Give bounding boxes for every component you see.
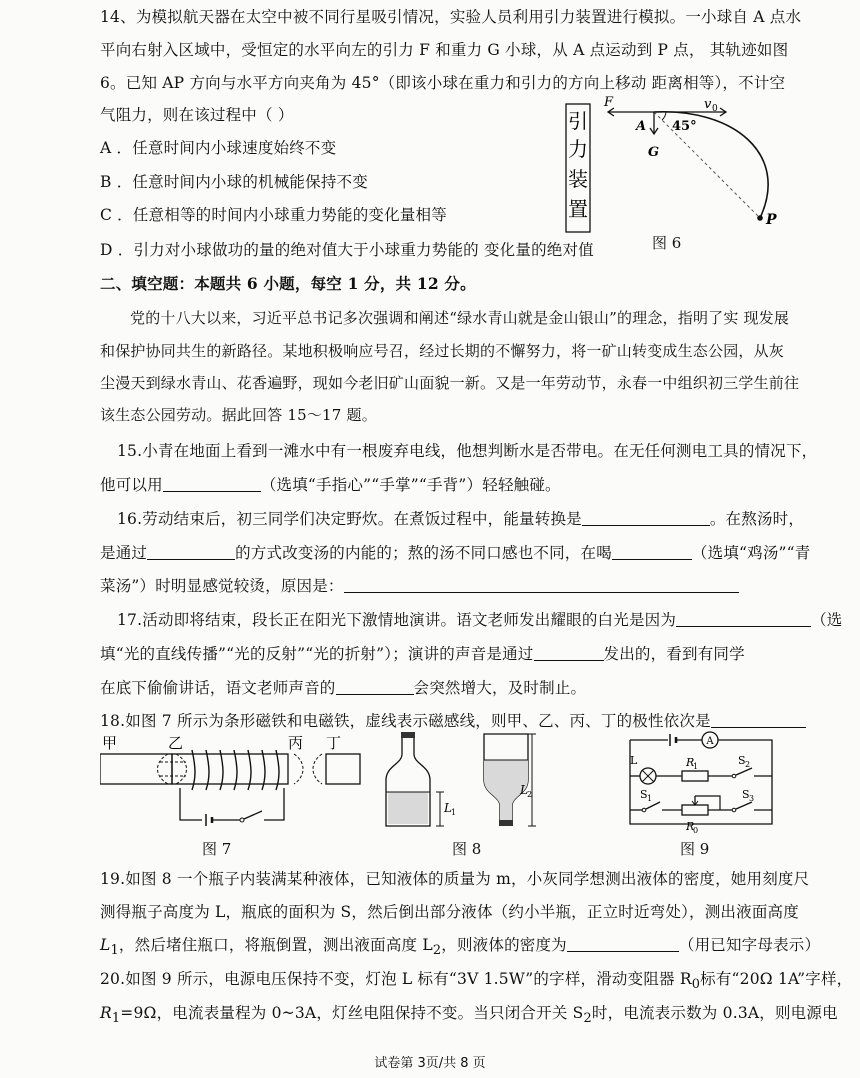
q14-option-a: A ．任意时间内小球速度始终不变 bbox=[100, 139, 337, 157]
q19-line3 bbox=[100, 934, 820, 962]
label-p: P bbox=[766, 212, 777, 228]
field-line-6 bbox=[313, 754, 322, 784]
device-char-1: 引 bbox=[568, 109, 588, 133]
figure-8-caption: 图 8 bbox=[452, 840, 482, 858]
figure-9 bbox=[610, 730, 782, 838]
q19-answer-blank[interactable] bbox=[567, 935, 679, 952]
lamp-label: L bbox=[630, 754, 638, 767]
label-f: F bbox=[604, 95, 614, 110]
q15-text-a: 他可以用 bbox=[100, 476, 163, 494]
q15-line1: 15.小青在地面上看到一滩水中有一根废弃电线，他想判断水是否带电。在无任何测电工具的情况下， bbox=[117, 442, 818, 460]
q17-text-e: 在底下偷偷讲话，语文老师声音的 bbox=[100, 679, 336, 697]
electromagnet-core bbox=[172, 754, 288, 784]
ammeter-label: A bbox=[706, 736, 714, 747]
angle-arc bbox=[662, 112, 666, 120]
q14-line3: 6。已知 AP 方向与水平方向夹角为 45°（即该小球在重力和引力的方向上移动 距离相等），不计空 bbox=[100, 74, 786, 92]
label-bing: 丙 bbox=[288, 734, 304, 752]
bar-magnet bbox=[100, 754, 172, 784]
q20-text-c: =9Ω，电流表量程为 0~3A，灯丝电阻保持不变。当只闭合开关 S bbox=[120, 1004, 584, 1022]
q16-line1 bbox=[117, 508, 804, 530]
q17-line1 bbox=[117, 609, 842, 631]
q16-line2 bbox=[100, 542, 811, 564]
q20-s2-sub: 2 bbox=[583, 1011, 592, 1027]
q20-r0-sub: 0 bbox=[691, 977, 701, 993]
passage-line4: 该生态公园劳动。据此回答 15～17 题。 bbox=[100, 406, 377, 424]
r0-label: R bbox=[686, 820, 695, 833]
q16-text-a: 16.劳动结束后，初三同学们决定野炊。在煮饭过程中，能量转换是 bbox=[117, 510, 582, 528]
q15-text-b: （选填“手指心”“手掌”“手背”）轻轻触碰。 bbox=[260, 476, 561, 494]
q19-text-c: （用已知字母表示） bbox=[678, 936, 821, 954]
q20-line2 bbox=[100, 1002, 838, 1030]
device-char-4: 置 bbox=[568, 197, 588, 221]
q16-blank-1[interactable] bbox=[582, 509, 710, 526]
q14-line4: 气阻力，则在该过程中（ ） bbox=[100, 106, 294, 124]
s3-pivot bbox=[732, 808, 736, 812]
q16-text-c: 是通过 bbox=[100, 544, 148, 562]
q20-line1 bbox=[100, 968, 852, 996]
q17-line2 bbox=[100, 643, 745, 665]
s1-label-sub: 1 bbox=[647, 794, 653, 803]
label-jia: 甲 bbox=[102, 734, 118, 752]
label-ding: 丁 bbox=[326, 734, 342, 752]
q19-line1: 19.如图 8 一个瓶子内装满某种液体，已知液体的质量为 m，小灰同学想测出液体的密度，她用刻度尺 bbox=[100, 870, 810, 888]
label-v: v bbox=[704, 97, 712, 112]
q17-text-b: （选 bbox=[811, 611, 843, 629]
q17-text-a: 17.活动即将结束，段长正在阳光下激情地演讲。语文老师发出耀眼的白光是因为 bbox=[117, 611, 677, 629]
q15-line2 bbox=[100, 474, 561, 496]
passage-line3: 尘漫天到绿水青山、花香遍野，现如今老旧矿山面貌一新。又是一年劳动节，永春一中组织初三学生前往 bbox=[100, 374, 800, 392]
field-line-2 bbox=[176, 754, 187, 784]
passage-line2: 和保护协同共生的新路径。某地积极响应号召，经过长期的不懈努力，将一矿山转变成生态公园，从灰 bbox=[100, 342, 785, 360]
label-yi: 乙 bbox=[168, 734, 184, 752]
q19-l1-symbol: L bbox=[100, 936, 111, 954]
figure-8 bbox=[380, 730, 540, 834]
q16-text-f: 菜汤”）时明显感觉较烫，原因是： bbox=[100, 577, 344, 595]
s1-pivot bbox=[642, 808, 646, 812]
switch-pivot bbox=[240, 818, 244, 822]
field-line-1 bbox=[158, 754, 169, 784]
switch-s1 bbox=[646, 802, 660, 809]
q17-blank-2[interactable] bbox=[534, 644, 604, 661]
q20-text-a: 20.如图 9 所示，电源电压保持不变，灯泡 L 标有“3V 1.5W”的字样，滑动变阻器 R bbox=[100, 970, 692, 988]
s2-label-sub: 2 bbox=[745, 760, 751, 769]
q20-r1-symbol: R bbox=[100, 1004, 112, 1022]
q18-text: 18.如图 7 所示为条形磁铁和电磁铁，虚线表示磁感线，则甲、乙、丙、丁的极性依次是 bbox=[100, 712, 711, 730]
q17-line3 bbox=[100, 677, 586, 699]
q14-line2: 平向右射入区域中，受恒定的水平向左的引力 F 和重力 G 小球，从 A 点运动到 P 点， 其轨迹如图 bbox=[100, 41, 789, 59]
q17-blank-3[interactable] bbox=[336, 678, 414, 695]
label-g: G bbox=[648, 145, 660, 160]
q17-text-d: 发出的，看到有同学 bbox=[603, 645, 745, 663]
q14-option-d: D ．引力对小球做功的量的绝对值大于小球重力势能的 变化量的绝对值 bbox=[100, 241, 594, 259]
s2-label: S bbox=[738, 754, 746, 767]
label-angle: 45° bbox=[672, 119, 697, 134]
switch-s2 bbox=[736, 768, 752, 775]
figure-7-caption: 图 7 bbox=[202, 840, 232, 858]
q19-text-a: ，然后堵住瓶口，将瓶倒置，测出液面高度 L bbox=[118, 936, 433, 954]
q16-text-d: 的方式改变汤的内能的；熬的汤不同口感也不同，在喝 bbox=[235, 544, 612, 562]
q20-text-b: 标有“20Ω 1A”字样， bbox=[700, 970, 853, 988]
q19-text-b: ，则液体的密度为 bbox=[441, 936, 567, 954]
q16-text-e: （选填“鸡汤”“青 bbox=[691, 544, 811, 562]
r0-label-sub: 0 bbox=[693, 826, 699, 835]
q16-text-b: 。在熬汤时， bbox=[709, 510, 805, 528]
bottle-cap bbox=[401, 732, 415, 738]
r1-label-sub: 1 bbox=[693, 762, 699, 771]
rheostat-r0 bbox=[682, 805, 708, 815]
q16-blank-2[interactable] bbox=[147, 543, 235, 560]
q14-option-c: C ．任意相等的时间内小球重力势能的变化量相等 bbox=[100, 206, 447, 224]
outer-loop bbox=[630, 740, 772, 824]
label-l1-sub: 1 bbox=[451, 808, 457, 817]
q19-line2: 测得瓶子高度为 L，瓶底的面积为 S，然后倒出部分液体（约小半瓶，正立时近弯处），测出液面高度 bbox=[100, 903, 799, 921]
q20-text-d: 时，电流表示数为 0.3A，则电源电 bbox=[591, 1004, 838, 1022]
label-a: A bbox=[636, 119, 647, 134]
label-l2-sub: 2 bbox=[527, 790, 533, 799]
q14-option-b: B ．任意时间内小球的机械能保持不变 bbox=[100, 173, 368, 191]
q16-blank-4[interactable] bbox=[344, 576, 739, 593]
switch-lever bbox=[244, 811, 262, 819]
s3-label-sub: 3 bbox=[749, 794, 755, 803]
q17-text-c: 填“光的直线传播”“光的反射”“光的折射”）；演讲的声音是通过 bbox=[100, 645, 534, 663]
ap-dashed-line bbox=[654, 112, 760, 218]
q15-answer-blank[interactable] bbox=[163, 475, 261, 492]
device-char-3: 装 bbox=[568, 167, 588, 191]
wire-right bbox=[264, 788, 284, 820]
device-char-2: 力 bbox=[568, 137, 588, 161]
figure-6-caption: 图 6 bbox=[652, 234, 682, 252]
q17-blank-1[interactable] bbox=[676, 610, 811, 627]
figure-7 bbox=[100, 732, 362, 840]
q19-l1-sub: 1 bbox=[110, 943, 119, 959]
r1-label: R bbox=[686, 756, 695, 769]
inverted-bottle-cap bbox=[499, 820, 513, 826]
label-l1: L bbox=[444, 801, 452, 815]
point-p bbox=[757, 215, 763, 221]
q14-line1: 14、为模拟航天器在太空中被不同行星吸引情况，实验人员利用引力装置进行模拟。一小球自 A 点水 bbox=[100, 8, 802, 26]
q16-line3 bbox=[100, 575, 739, 597]
label-l2: L bbox=[520, 783, 528, 797]
passage-line1: 党的十八大以来，习近平总书记多次强调和阐述“绿水青山就是金山银山”的理念，指明了实 现发展 bbox=[130, 309, 790, 327]
q18-line1 bbox=[100, 710, 806, 732]
upright-liquid bbox=[388, 792, 428, 824]
page-footer: 试卷第 3页/共 8 页 bbox=[374, 1056, 486, 1071]
q16-blank-3[interactable] bbox=[612, 543, 692, 560]
label-v-sub: 0 bbox=[712, 104, 718, 114]
field-line-5 bbox=[294, 754, 303, 784]
s1-label: S bbox=[640, 788, 648, 801]
q17-text-f: 会突然增大，及时制止。 bbox=[413, 679, 587, 697]
q19-l2-sub: 2 bbox=[432, 943, 442, 959]
s3-label: S bbox=[742, 788, 750, 801]
right-iron-bar bbox=[326, 754, 360, 784]
q20-r1-sub: 1 bbox=[111, 1011, 121, 1027]
resistor-r1 bbox=[682, 771, 708, 781]
s2-pivot bbox=[732, 774, 736, 778]
section-2-heading: 二、填空题：本题共 6 小题，每空 1 分，共 12 分。 bbox=[100, 274, 476, 293]
switch-s3 bbox=[736, 802, 752, 809]
figure-6 bbox=[558, 94, 798, 254]
q18-blank[interactable] bbox=[711, 711, 806, 728]
figure-9-caption: 图 9 bbox=[680, 840, 710, 858]
wire-left bbox=[180, 788, 202, 820]
